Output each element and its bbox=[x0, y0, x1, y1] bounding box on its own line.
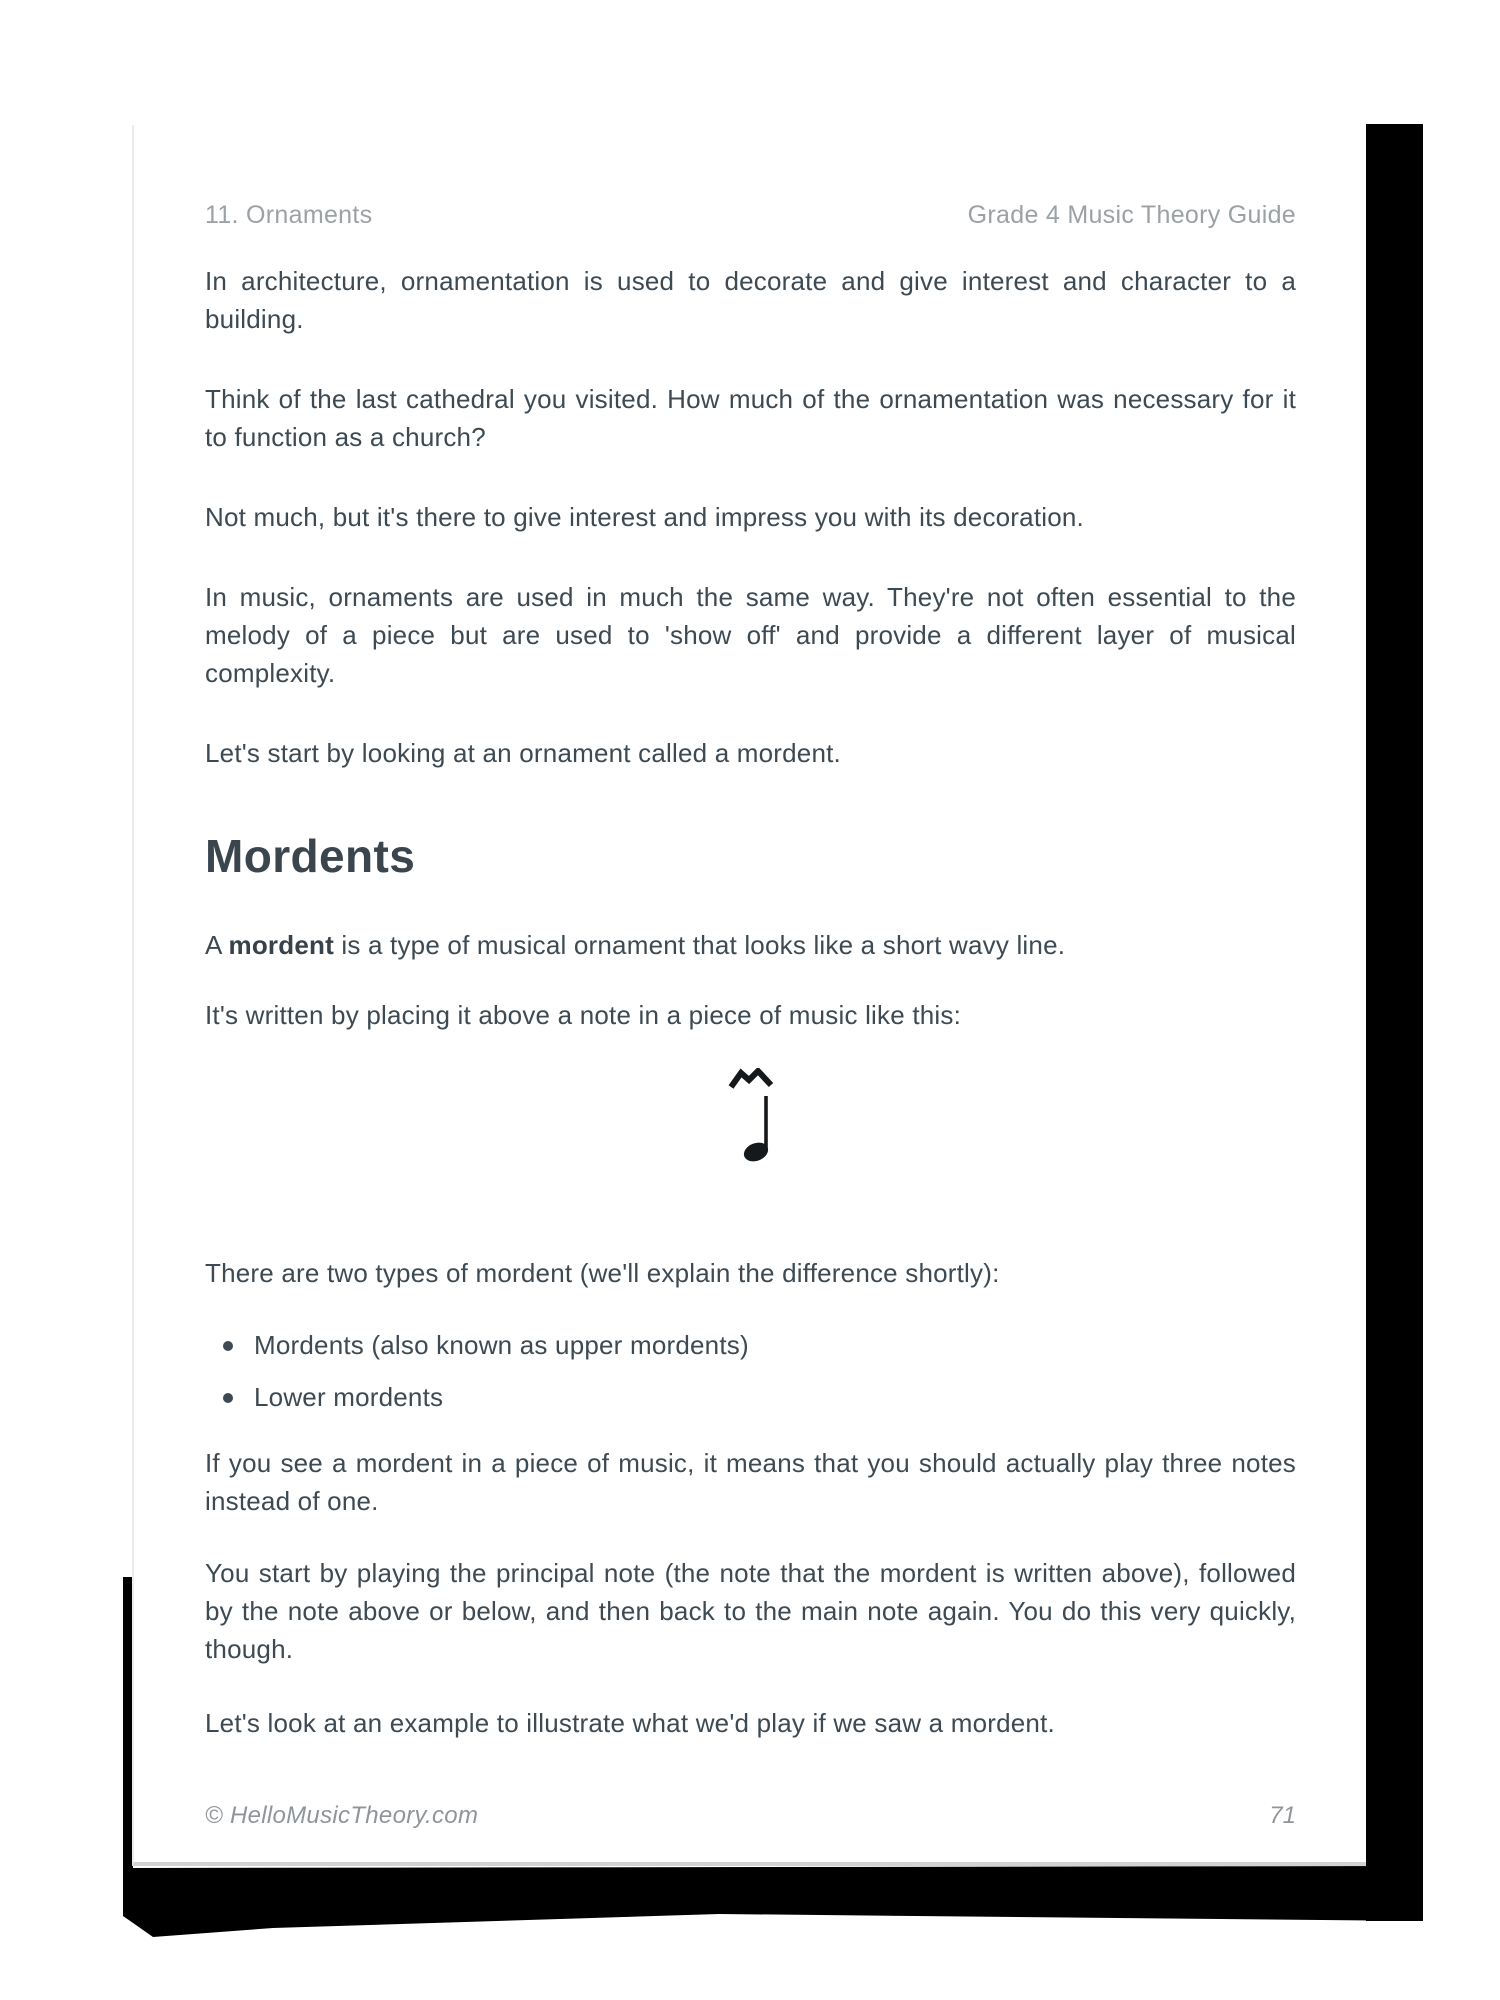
paragraph-cathedral: Think of the last cathedral you visited. How much of the ornamentation was necessary for it to function as a church? bbox=[205, 384, 1296, 452]
bullet-icon bbox=[223, 1341, 233, 1351]
page-number: 71 bbox=[1269, 1802, 1296, 1829]
paragraph-two-types: There are two types of mordent (we'll explain the difference shortly): bbox=[205, 1258, 1000, 1288]
running-header bbox=[205, 200, 1296, 230]
paragraph-in-music: In music, ornaments are used in much the same way. They're not often essential to the melody of a piece but are used to 'show off' and provide a different layer of musical complexity. bbox=[205, 582, 1296, 688]
quarter-note-icon bbox=[741, 1096, 771, 1164]
list-item-upper-mordents bbox=[205, 1326, 1296, 1364]
paragraph-lets-look: Let's look at an example to illustrate what we'd play if we saw a mordent. bbox=[205, 1708, 1055, 1738]
guide-title-label: Grade 4 Music Theory Guide bbox=[967, 201, 1296, 229]
page-shadow-right bbox=[1366, 124, 1423, 1921]
definition-suffix: is a type of musical ornament that looks like a short wavy line. bbox=[333, 930, 1066, 960]
paragraph-lets-start: Let's start by looking at an ornament called a mordent. bbox=[205, 738, 841, 768]
list-item-lower-mordents bbox=[205, 1378, 1296, 1416]
mordent-types-list bbox=[205, 1326, 1296, 1416]
paragraph-if-you-see: If you see a mordent in a piece of music, it means that you should actually play three notes instead of one. bbox=[205, 1448, 1296, 1516]
paragraph-architecture: In architecture, ornamentation is used to decorate and give interest and character to a building. bbox=[205, 266, 1296, 334]
bullet-icon bbox=[223, 1393, 233, 1403]
footer-copyright: © HelloMusicTheory.com bbox=[205, 1802, 479, 1829]
page-shadow-bottom bbox=[123, 1866, 1423, 1940]
running-footer bbox=[205, 1801, 1296, 1831]
definition-term: mordent bbox=[228, 930, 334, 960]
definition-prefix: A bbox=[205, 930, 229, 960]
paragraph-you-start: You start by playing the principal note (the note that the mordent is written above), followed by the note above or below, and then back to the main note again. You do this very quickly, though. bbox=[205, 1558, 1296, 1664]
pdf-page bbox=[132, 125, 1366, 1866]
mordent-note-graphic bbox=[721, 1068, 781, 1164]
mordent-note-figure bbox=[721, 1068, 781, 1164]
paragraph-not-much: Not much, but it's there to give interest and impress you with its decoration. bbox=[205, 502, 1084, 532]
chapter-label: 11. Ornaments bbox=[205, 201, 373, 229]
paragraph-mordent-definition bbox=[205, 926, 1296, 964]
section-heading-mordents: Mordents bbox=[205, 830, 416, 882]
paragraph-written-above: It's written by placing it above a note in a piece of music like this: bbox=[205, 1000, 962, 1030]
mordent-icon bbox=[731, 1071, 771, 1087]
list-item-label: Mordents (also known as upper mordents) bbox=[254, 1330, 749, 1360]
page-content bbox=[134, 125, 1366, 1862]
list-item-label: Lower mordents bbox=[254, 1382, 444, 1412]
